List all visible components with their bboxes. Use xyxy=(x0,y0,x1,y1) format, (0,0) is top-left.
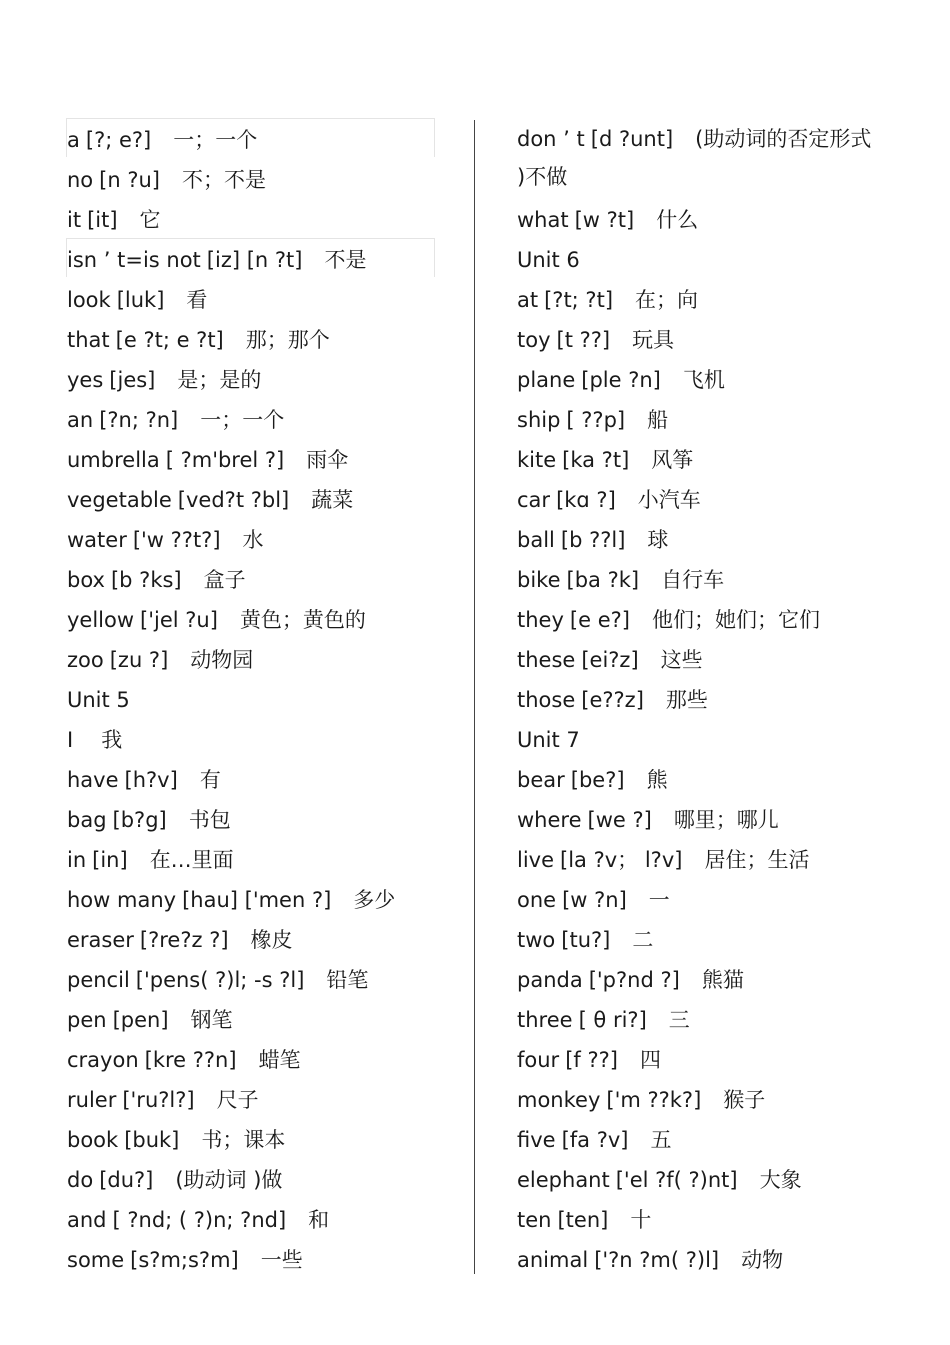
vocab-phonetic: [hau] ['men ?] xyxy=(182,888,332,912)
vocab-meaning: (助动词 )做 xyxy=(175,1168,283,1192)
vocab-phonetic: [?t; ?t] xyxy=(544,288,614,312)
vocab-meaning: 水 xyxy=(242,528,264,552)
vocab-word: yellow xyxy=(67,608,135,632)
vocab-phonetic: [in] xyxy=(92,848,128,872)
vocab-entry xyxy=(517,280,882,320)
vocab-entry xyxy=(67,1160,462,1200)
vocab-phonetic: ['pens( ?)l; -s ?l] xyxy=(135,968,305,992)
vocab-word: don ’ t xyxy=(517,127,585,151)
vocab-meaning: 四 xyxy=(639,1048,661,1072)
vocab-meaning: 盒子 xyxy=(203,568,246,592)
vocab-phonetic: [s?m;s?m] xyxy=(130,1248,239,1272)
vocab-phonetic: [ ?nd; ( ?)n; ?nd] xyxy=(112,1208,287,1232)
vocab-meaning: 熊猫 xyxy=(701,968,744,992)
vocab-entry xyxy=(67,1240,462,1280)
vocab-phonetic: ['jel ?u] xyxy=(140,608,218,632)
vocab-meaning: 动物 xyxy=(741,1248,784,1272)
vocab-word: how many xyxy=(67,888,177,912)
vocab-phonetic: [ka ?t] xyxy=(562,448,630,472)
vocab-phonetic: [buk] xyxy=(124,1128,180,1152)
vocab-meaning: 是；是的 xyxy=(177,368,262,392)
vocab-word: pen xyxy=(67,1008,107,1032)
vocab-entry xyxy=(517,1160,882,1200)
vocab-entry xyxy=(67,120,462,160)
vocab-phonetic: [?n; ?n] xyxy=(99,408,179,432)
vocab-entry xyxy=(67,240,462,280)
vocab-entry xyxy=(67,560,462,600)
vocab-entry xyxy=(67,320,462,360)
vocab-entry xyxy=(67,1080,462,1120)
vocab-meaning: 那些 xyxy=(665,688,708,712)
vocab-word: some xyxy=(67,1248,125,1272)
vocab-meaning: 蔬菜 xyxy=(311,488,354,512)
vocab-word: look xyxy=(67,288,111,312)
vocab-entry xyxy=(517,400,882,440)
vocab-word: bag xyxy=(67,808,107,832)
vocab-meaning: 什么 xyxy=(656,208,699,232)
vocab-entry xyxy=(517,800,882,840)
vocab-entry xyxy=(67,1040,462,1080)
vocab-word: book xyxy=(67,1128,119,1152)
vocab-phonetic: [h?v] xyxy=(124,768,178,792)
vocab-entry xyxy=(517,560,882,600)
vocab-word: toy xyxy=(517,328,551,352)
vocab-word: ruler xyxy=(67,1088,117,1112)
vocab-phonetic: [kre ??n] xyxy=(144,1048,237,1072)
vocab-word: crayon xyxy=(67,1048,139,1072)
vocab-entry xyxy=(517,880,882,920)
vocab-entry xyxy=(517,120,882,200)
vocab-phonetic: [w ?n] xyxy=(562,888,627,912)
vocab-entry xyxy=(67,440,462,480)
vocab-entry xyxy=(67,760,462,800)
vocab-phonetic: [it] xyxy=(87,208,118,232)
vocab-entry xyxy=(67,720,462,760)
vocab-meaning: 一 xyxy=(648,888,670,912)
vocab-entry xyxy=(67,800,462,840)
vocab-entry xyxy=(517,1120,882,1160)
vocab-word: panda xyxy=(517,968,583,992)
vocab-meaning: 动物园 xyxy=(190,648,254,672)
vocab-phonetic: ['m ??k?] xyxy=(606,1088,702,1112)
vocab-word: one xyxy=(517,888,557,912)
vocab-phonetic: [ple ?n] xyxy=(581,368,661,392)
vocab-entry xyxy=(67,600,462,640)
vocab-word: animal xyxy=(517,1248,589,1272)
right-vocabulary-column xyxy=(517,120,882,1280)
vocab-word: do xyxy=(67,1168,94,1192)
vocab-phonetic: [ba ?k] xyxy=(566,568,640,592)
vocab-meaning: 他们；她们；它们 xyxy=(651,608,820,632)
vocab-meaning: 看 xyxy=(186,288,208,312)
vocab-phonetic: [la ?v； l?v] xyxy=(560,848,683,872)
vocab-meaning: 尺子 xyxy=(216,1088,259,1112)
vocab-phonetic: [pen] xyxy=(112,1008,169,1032)
vocab-meaning: 一；一个 xyxy=(200,408,285,432)
vocab-phonetic: [w ?t] xyxy=(574,208,635,232)
vocab-phonetic: ['el ?f( ?)nt] xyxy=(615,1168,738,1192)
vocab-word: eraser xyxy=(67,928,134,952)
vocab-word: ball xyxy=(517,528,555,552)
vocab-meaning: 它 xyxy=(139,208,161,232)
vocab-phonetic: ['ru?l?] xyxy=(122,1088,195,1112)
vocab-word: at xyxy=(517,288,539,312)
vocab-phonetic: [?; e?] xyxy=(85,128,152,152)
vocab-entry xyxy=(67,520,462,560)
vocab-entry xyxy=(517,840,882,880)
vocab-entry xyxy=(517,240,882,280)
vocab-meaning: 不；不是 xyxy=(182,168,266,192)
vocab-meaning: 风筝 xyxy=(651,448,694,472)
vocab-word: no xyxy=(67,168,94,192)
vocab-word: it xyxy=(67,208,82,232)
vocab-word: box xyxy=(67,568,105,592)
vocab-entry xyxy=(517,640,882,680)
vocab-phonetic: [b ??l] xyxy=(560,528,626,552)
vocab-entry xyxy=(517,520,882,560)
vocab-phonetic: [fa ?v] xyxy=(561,1128,629,1152)
vocab-phonetic: [b ?ks] xyxy=(110,568,182,592)
vocab-phonetic: [iz] [n ?t] xyxy=(206,248,303,272)
vocab-word: these xyxy=(517,648,576,672)
vocab-meaning: 在…里面 xyxy=(149,848,234,872)
vocab-meaning: 自行车 xyxy=(661,568,725,592)
vocab-entry xyxy=(517,480,882,520)
vocab-entry xyxy=(67,360,462,400)
vocab-entry xyxy=(517,1000,882,1040)
vocab-entry xyxy=(517,1040,882,1080)
vocab-entry xyxy=(517,720,882,760)
vocab-phonetic: [zu ?] xyxy=(109,648,169,672)
vocab-meaning: 不是 xyxy=(324,248,367,272)
vocab-meaning: 和 xyxy=(308,1208,330,1232)
vocab-word: bear xyxy=(517,768,565,792)
vocab-meaning: 多少 xyxy=(353,888,396,912)
vocab-meaning: 小汽车 xyxy=(637,488,701,512)
vocab-entry xyxy=(67,920,462,960)
vocab-entry xyxy=(67,480,462,520)
vocab-meaning: 居住；生活 xyxy=(704,848,810,872)
vocab-entry xyxy=(517,1200,882,1240)
vocab-word: an xyxy=(67,408,94,432)
vocab-phonetic: [ ??p] xyxy=(566,408,626,432)
vocab-entry xyxy=(67,1000,462,1040)
vocab-meaning: 哪里；哪儿 xyxy=(673,808,779,832)
vocab-entry xyxy=(517,360,882,400)
vocab-phonetic: ['w ??t?] xyxy=(132,528,221,552)
vocab-word: ten xyxy=(517,1208,552,1232)
vocab-word: those xyxy=(517,688,576,712)
vocab-meaning: 有 xyxy=(199,768,221,792)
vocab-word: have xyxy=(67,768,119,792)
vocab-word: bike xyxy=(517,568,561,592)
vocab-word: that xyxy=(67,328,110,352)
vocab-phonetic: [be?] xyxy=(570,768,625,792)
vocab-word: Unit 6 xyxy=(517,248,580,272)
vocab-word: yes xyxy=(67,368,104,392)
vocab-phonetic: ['p?nd ?] xyxy=(588,968,680,992)
vocab-word: a xyxy=(67,128,80,152)
vocab-meaning: 大象 xyxy=(759,1168,802,1192)
vocab-meaning: 书包 xyxy=(188,808,231,832)
vocab-meaning: 二 xyxy=(632,928,654,952)
vocab-entry xyxy=(517,1240,882,1280)
vocab-word: isn ’ t=is not xyxy=(67,248,201,272)
vocab-word: monkey xyxy=(517,1088,601,1112)
vocab-phonetic: [we ?] xyxy=(587,808,652,832)
vocab-phonetic: [t ??] xyxy=(556,328,611,352)
vocab-phonetic: [d ?unt] xyxy=(590,127,674,151)
vocab-entry xyxy=(67,680,462,720)
vocab-word: what xyxy=(517,208,569,232)
vocab-meaning: 钢笔 xyxy=(190,1008,233,1032)
vocab-meaning: 一；一个 xyxy=(173,128,258,152)
vocab-phonetic: [ θ ri?] xyxy=(578,1008,647,1032)
vocab-meaning: 那；那个 xyxy=(245,328,330,352)
vocab-word: kite xyxy=(517,448,557,472)
vocab-phonetic: [ten] xyxy=(557,1208,609,1232)
vocab-phonetic: [b?g] xyxy=(112,808,167,832)
vocab-word: pencil xyxy=(67,968,130,992)
vocab-entry xyxy=(67,200,462,240)
vocab-word: two xyxy=(517,928,556,952)
vocab-entry xyxy=(67,640,462,680)
left-vocabulary-column xyxy=(67,120,462,1280)
vocab-phonetic: [e ?t; e ?t] xyxy=(115,328,224,352)
vocab-entry xyxy=(67,880,462,920)
vocab-meaning: 在；向 xyxy=(635,288,699,312)
vocab-phonetic: [f ??] xyxy=(565,1048,618,1072)
vocab-phonetic: [?re?z ?] xyxy=(139,928,229,952)
vocab-word: vegetable xyxy=(67,488,172,512)
vocab-meaning: 猴子 xyxy=(723,1088,766,1112)
vocab-meaning: 玩具 xyxy=(632,328,675,352)
vocab-phonetic: [n ?u] xyxy=(99,168,160,192)
vocab-meaning: 橡皮 xyxy=(250,928,293,952)
vocab-word: car xyxy=(517,488,551,512)
vocab-entry xyxy=(517,320,882,360)
vocab-word: three xyxy=(517,1008,573,1032)
vocab-word: four xyxy=(517,1048,560,1072)
vocab-word: live xyxy=(517,848,555,872)
vocab-word: where xyxy=(517,808,582,832)
vocab-word: five xyxy=(517,1128,556,1152)
vocab-word: they xyxy=(517,608,564,632)
vocab-meaning: 铅笔 xyxy=(326,968,369,992)
vocab-meaning: 雨伞 xyxy=(306,448,349,472)
vocab-word: and xyxy=(67,1208,107,1232)
vocab-meaning: 熊 xyxy=(646,768,668,792)
vocab-word: Unit 5 xyxy=(67,688,130,712)
vocab-word: zoo xyxy=(67,648,104,672)
vocab-meaning: 黄色；黄色的 xyxy=(239,608,366,632)
vocab-meaning: 十 xyxy=(630,1208,652,1232)
vocab-entry xyxy=(67,280,462,320)
vocab-entry xyxy=(67,960,462,1000)
vocab-meaning: 书；课本 xyxy=(201,1128,286,1152)
vocab-meaning: (助动词的否定形式 )不做 xyxy=(517,127,872,189)
vocab-word: Unit 7 xyxy=(517,728,580,752)
vocab-entry xyxy=(517,680,882,720)
vocab-phonetic: [ei?z] xyxy=(581,648,639,672)
vocab-word: ship xyxy=(517,408,561,432)
vocab-phonetic: [e e?] xyxy=(569,608,630,632)
vocab-phonetic: [du?] xyxy=(99,1168,154,1192)
vocab-entry xyxy=(67,400,462,440)
vocab-meaning: 这些 xyxy=(660,648,703,672)
vocab-phonetic: [luk] xyxy=(116,288,165,312)
vocab-word: plane xyxy=(517,368,576,392)
vocab-phonetic: [ ?m'brel ?] xyxy=(165,448,285,472)
vocab-phonetic: [ved?t ?bl] xyxy=(177,488,290,512)
vocab-meaning: 球 xyxy=(647,528,669,552)
vocab-word: in xyxy=(67,848,87,872)
vocab-entry xyxy=(517,920,882,960)
vocab-meaning: 船 xyxy=(647,408,669,432)
vocab-entry xyxy=(517,1080,882,1120)
vocab-word: water xyxy=(67,528,127,552)
vocab-phonetic: ['?n ?m( ?)l] xyxy=(594,1248,720,1272)
vocab-entry xyxy=(67,160,462,200)
vocab-entry xyxy=(517,960,882,1000)
column-divider xyxy=(474,120,475,1274)
vocab-entry xyxy=(517,600,882,640)
vocab-meaning: 我 xyxy=(101,728,123,752)
vocab-word: umbrella xyxy=(67,448,160,472)
vocab-phonetic: [e??z] xyxy=(581,688,644,712)
vocab-meaning: 蜡笔 xyxy=(258,1048,301,1072)
vocab-meaning: 一些 xyxy=(260,1248,303,1272)
vocab-phonetic: [jes] xyxy=(109,368,156,392)
vocab-word: elephant xyxy=(517,1168,610,1192)
vocab-entry xyxy=(517,440,882,480)
vocab-phonetic: [tu?] xyxy=(561,928,611,952)
vocab-entry xyxy=(517,200,882,240)
vocab-word: I xyxy=(67,728,74,752)
vocab-entry xyxy=(517,760,882,800)
vocab-entry xyxy=(67,1120,462,1160)
vocab-meaning: 三 xyxy=(668,1008,690,1032)
vocab-entry xyxy=(67,1200,462,1240)
vocab-meaning: 飞机 xyxy=(682,368,725,392)
vocab-meaning: 五 xyxy=(650,1128,672,1152)
vocab-phonetic: [kɑ ?] xyxy=(556,488,616,512)
vocab-entry xyxy=(67,840,462,880)
